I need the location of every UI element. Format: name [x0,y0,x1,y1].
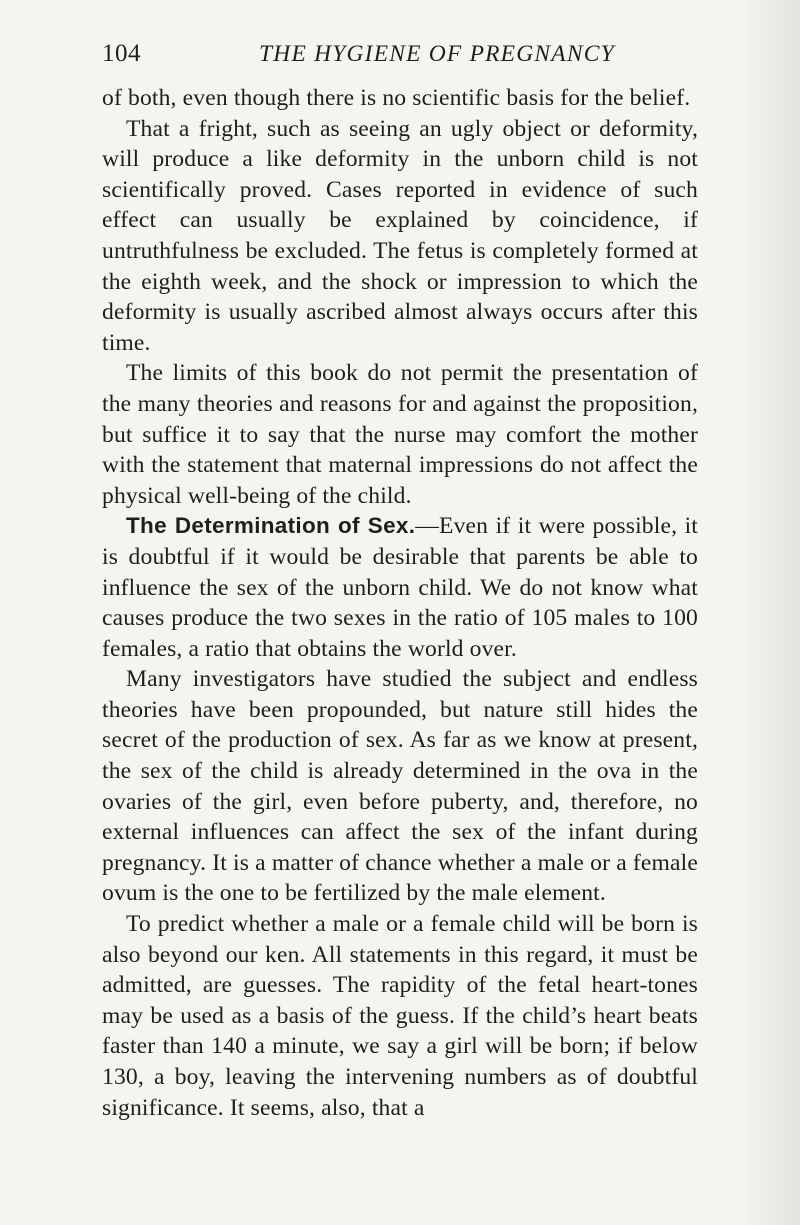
section-heading: The Determination of Sex. [126,513,416,539]
paragraph-fright-deformity [102,114,698,359]
paragraph-text: Many investigators have studied the subject and endless theories have been propounded, but nature still hides the secret of the production of sex. As far as we know at present, the sex of the child is already determined in the ova in the ovaries of the girl, even before puberty, and, therefore, no external influences can affect the sex of the infant during pregnancy. It is a matter of chance whether a male or a female ovum is the one to be fertilized by the male element. [102,666,698,907]
paragraph-limits-of-book [102,358,698,511]
paragraph-determination-of-sex [102,511,698,664]
page-body [102,83,698,1123]
page-header [102,38,698,70]
paragraph-text: —Even if it were possible, it is doubtful if it would be desirable that parents be able to influence the sex of the unborn child. We do not know what causes produce the two sexes in the ratio of 105 males to 100 females, a ratio that obtains the world over. [102,513,698,662]
paragraph-investigators [102,664,698,909]
paragraph-predict-sex [102,909,698,1123]
paragraph-text: That a fright, such as seeing an ugly object or deformity, will produce a like deformity in the unborn child is not scientifically proved. Cases reported in evidence of such effect can usually be explained by coincidence, if untruthfulness be excluded. The fetus is completely formed at the eighth week, and the shock or impression to which the deformity is usually ascribed almost always occurs after this time. [102,115,698,356]
paragraph-text: To predict whether a male or a female child will be born is also beyond our ken. All statements in this regard, it must be admitted, are guesses. The rapidity of the fetal heart-tones may be used as a basis of the guess. If the child’s heart beats faster than 140 a minute, we say a girl will be born; if below 130, a boy, leaving the intervening numbers as of doubtful significance. It seems, also, that a [102,911,698,1121]
paragraph-text: The limits of this book do not permit the presentation of the many theories and reasons for and against the proposition, but suffice it to say that the nurse may comfort the mother with the statement that maternal impressions do not affect the physical well-being of the child. [102,360,698,509]
page-number: 104 [102,40,141,67]
paragraph-text: of both, even though there is no scientific basis for the belief. [102,85,691,111]
paragraph-continued [102,83,698,114]
running-title: THE HYGIENE OF PREGNANCY [259,41,615,67]
